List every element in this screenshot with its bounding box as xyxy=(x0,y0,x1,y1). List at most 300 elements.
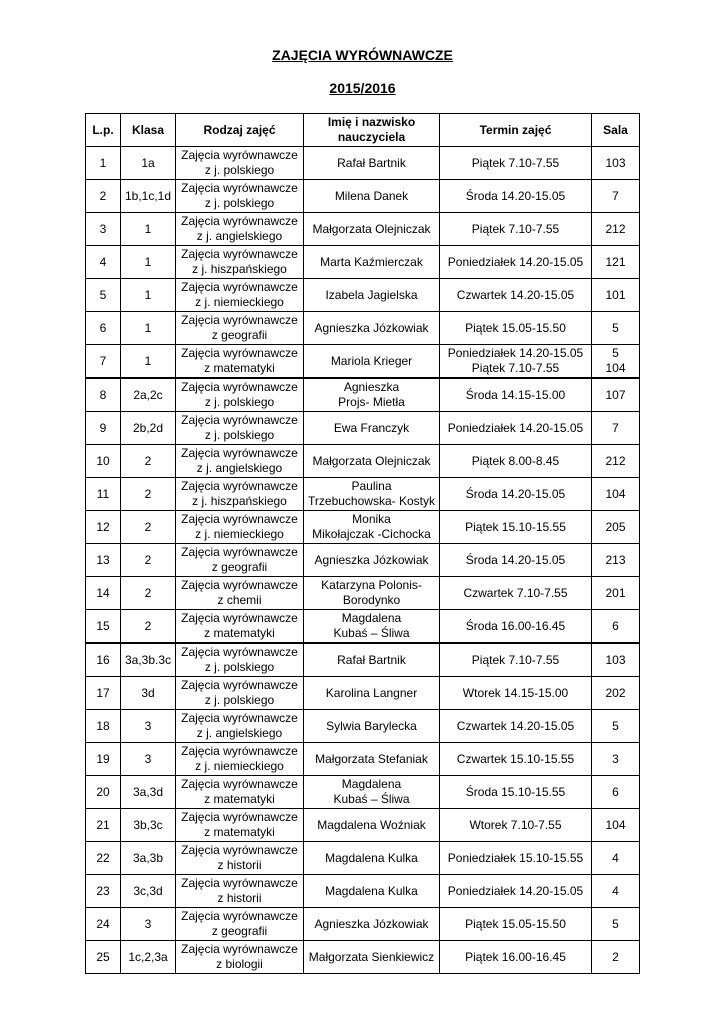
cell-nauczyciel xyxy=(304,478,440,511)
cell-nauczyciel xyxy=(304,743,440,776)
cell-nauczyciel-line: Ewa Franczyk xyxy=(333,420,410,435)
table-row xyxy=(86,544,640,577)
cell-nauczyciel xyxy=(304,412,440,445)
cell-nauczyciel xyxy=(304,941,440,974)
cell-rodzaj-line: Zajęcia wyrównawcze xyxy=(181,744,298,758)
cell-nauczyciel xyxy=(304,809,440,842)
cell-rodzaj xyxy=(176,147,304,180)
cell-nauczyciel-line: Małgorzata Stefaniak xyxy=(315,751,428,766)
cell-sala-line: 101 xyxy=(605,287,626,302)
cell-nauczyciel-line: Magdalena Kulka xyxy=(325,850,418,865)
cell-lp: 10 xyxy=(86,445,121,478)
table-row xyxy=(86,279,640,312)
cell-termin-line: Piątek 7.10-7.55 xyxy=(471,361,560,375)
cell-nauczyciel-line: Marta Kaźmierczak xyxy=(320,254,423,269)
cell-lp: 25 xyxy=(86,941,121,974)
cell-nauczyciel-line: Małgorzata Olejniczak xyxy=(312,221,431,236)
cell-rodzaj xyxy=(176,213,304,246)
cell-klasa: 2b,2d xyxy=(121,412,176,445)
table-row xyxy=(86,445,640,478)
cell-nauczyciel xyxy=(304,544,440,577)
cell-nauczyciel xyxy=(304,710,440,743)
cell-sala xyxy=(592,643,640,677)
cell-nauczyciel xyxy=(304,312,440,345)
header-lp: L.p. xyxy=(86,114,121,147)
cell-nauczyciel-line: Kubaś – Śliwa xyxy=(333,792,410,806)
table-row xyxy=(86,743,640,776)
cell-lp: 9 xyxy=(86,412,121,445)
cell-klasa: 3 xyxy=(121,908,176,941)
cell-sala-line: 104 xyxy=(605,486,626,501)
cell-termin xyxy=(440,147,592,180)
cell-termin-line: Piątek 16.00-16.45 xyxy=(465,949,566,964)
cell-lp: 23 xyxy=(86,875,121,908)
cell-sala xyxy=(592,478,640,511)
cell-sala xyxy=(592,213,640,246)
cell-termin xyxy=(440,180,592,213)
cell-sala-line: 2 xyxy=(612,949,619,964)
cell-termin xyxy=(440,842,592,875)
cell-sala-line: 6 xyxy=(612,618,619,633)
school-year: 2015/2016 xyxy=(329,80,396,96)
cell-termin-line: Środa 14.20-15.05 xyxy=(465,486,566,501)
cell-rodzaj-line: Zajęcia wyrównawcze xyxy=(181,413,298,427)
cell-sala-line: 5 xyxy=(612,916,619,931)
cell-termin-line: Piątek 15.05-15.50 xyxy=(465,916,566,931)
cell-sala xyxy=(592,941,640,974)
cell-rodzaj xyxy=(176,677,304,710)
cell-lp: 19 xyxy=(86,743,121,776)
cell-nauczyciel-line: Karolina Langner xyxy=(325,685,418,700)
cell-sala xyxy=(592,809,640,842)
cell-termin-line: Piątek 7.10-7.55 xyxy=(471,221,560,236)
cell-rodzaj-line: Zajęcia wyrównawcze xyxy=(181,446,298,460)
table-row xyxy=(86,378,640,412)
cell-termin xyxy=(440,610,592,644)
cell-nauczyciel-line: Katarzyna Polonis- xyxy=(321,578,422,592)
cell-termin xyxy=(440,577,592,610)
cell-termin xyxy=(440,412,592,445)
cell-lp: 24 xyxy=(86,908,121,941)
cell-rodzaj-line: Zajęcia wyrównawcze xyxy=(181,181,298,195)
cell-rodzaj-line: Zajęcia wyrównawcze xyxy=(181,843,298,857)
table-row xyxy=(86,511,640,544)
cell-sala xyxy=(592,412,640,445)
cell-rodzaj-line: z chemii xyxy=(217,593,262,607)
table-row xyxy=(86,345,640,379)
table-row xyxy=(86,246,640,279)
cell-sala-line: 104 xyxy=(605,361,626,375)
cell-termin-line: Piątek 7.10-7.55 xyxy=(471,652,560,667)
cell-rodzaj-line: Zajęcia wyrównawcze xyxy=(181,479,298,493)
cell-rodzaj xyxy=(176,941,304,974)
table-row xyxy=(86,875,640,908)
cell-rodzaj-line: Zajęcia wyrównawcze xyxy=(181,611,298,625)
cell-termin-line: Poniedziałek 14.20-15.05 xyxy=(447,254,584,269)
cell-sala xyxy=(592,445,640,478)
cell-sala-line: 205 xyxy=(605,519,626,534)
cell-nauczyciel-line: Mariola Krieger xyxy=(330,353,413,368)
cell-sala-line: 107 xyxy=(605,387,626,402)
cell-termin xyxy=(440,312,592,345)
cell-sala xyxy=(592,544,640,577)
cell-nauczyciel xyxy=(304,776,440,809)
cell-rodzaj-line: z j. niemieckiego xyxy=(195,759,284,773)
table-row xyxy=(86,180,640,213)
cell-klasa: 3 xyxy=(121,743,176,776)
cell-sala-line: 202 xyxy=(605,685,626,700)
table-row xyxy=(86,908,640,941)
cell-rodzaj xyxy=(176,610,304,644)
cell-rodzaj-line: Zajęcia wyrównawcze xyxy=(181,578,298,592)
cell-nauczyciel-line: Trzebuchowska- Kostyk xyxy=(308,494,435,508)
cell-nauczyciel-line: Magdalena xyxy=(341,611,402,625)
cell-lp: 11 xyxy=(86,478,121,511)
cell-termin xyxy=(440,511,592,544)
cell-nauczyciel xyxy=(304,213,440,246)
cell-klasa: 1 xyxy=(121,345,176,379)
cell-rodzaj-line: z j. polskiego xyxy=(204,163,275,177)
table-row xyxy=(86,809,640,842)
cell-rodzaj xyxy=(176,577,304,610)
cell-sala xyxy=(592,842,640,875)
header-sala: Sala xyxy=(592,114,640,147)
cell-nauczyciel-line: Paulina xyxy=(351,479,392,493)
cell-termin xyxy=(440,478,592,511)
cell-sala-line: 4 xyxy=(612,850,619,865)
cell-klasa: 2a,2c xyxy=(121,378,176,412)
table-row xyxy=(86,213,640,246)
cell-klasa: 3a,3b.3c xyxy=(121,643,176,677)
cell-lp: 8 xyxy=(86,378,121,412)
cell-termin-line: Wtorek 14.15-15.00 xyxy=(462,685,569,700)
cell-sala-line: 103 xyxy=(605,155,626,170)
cell-nauczyciel-line: Kubaś – Śliwa xyxy=(333,626,410,640)
header-row xyxy=(86,114,640,147)
cell-sala xyxy=(592,908,640,941)
cell-rodzaj-line: z j. polskiego xyxy=(204,693,275,707)
cell-termin xyxy=(440,743,592,776)
cell-sala xyxy=(592,246,640,279)
cell-lp: 15 xyxy=(86,610,121,644)
cell-sala xyxy=(592,610,640,644)
cell-termin-line: Wtorek 7.10-7.55 xyxy=(469,817,562,832)
cell-klasa: 1b,1c,1d xyxy=(121,180,176,213)
cell-rodzaj-line: z j. angielskiego xyxy=(196,229,283,243)
cell-termin-line: Poniedziałek 14.20-15.05 xyxy=(447,883,584,898)
table-row xyxy=(86,412,640,445)
header-klasa: Klasa xyxy=(121,114,176,147)
cell-termin xyxy=(440,544,592,577)
cell-nauczyciel xyxy=(304,875,440,908)
cell-klasa: 2 xyxy=(121,478,176,511)
cell-nauczyciel-line: Magdalena Woźniak xyxy=(317,817,426,832)
table-row xyxy=(86,312,640,345)
cell-sala-line: 201 xyxy=(605,585,626,600)
cell-termin-line: Piątek 7.10-7.55 xyxy=(471,155,560,170)
cell-rodzaj xyxy=(176,809,304,842)
cell-termin-line: Środa 14.20-15.05 xyxy=(465,188,566,203)
cell-termin-line: Środa 14.15-15.00 xyxy=(465,387,566,402)
header-rodzaj: Rodzaj zajęć xyxy=(176,114,304,147)
cell-termin xyxy=(440,445,592,478)
cell-lp: 18 xyxy=(86,710,121,743)
cell-lp: 22 xyxy=(86,842,121,875)
cell-rodzaj-line: Zajęcia wyrównawcze xyxy=(181,678,298,692)
cell-klasa: 1a xyxy=(121,147,176,180)
cell-sala-line: 7 xyxy=(612,420,619,435)
cell-lp: 17 xyxy=(86,677,121,710)
cell-rodzaj-line: Zajęcia wyrównawcze xyxy=(181,645,298,659)
cell-nauczyciel xyxy=(304,246,440,279)
cell-termin xyxy=(440,677,592,710)
cell-rodzaj-line: Zajęcia wyrównawcze xyxy=(181,909,298,923)
cell-termin xyxy=(440,213,592,246)
cell-klasa: 3 xyxy=(121,710,176,743)
cell-rodzaj-line: z j. hiszpańskiego xyxy=(192,494,287,508)
cell-nauczyciel-line: Izabela Jagielska xyxy=(325,287,418,302)
cell-rodzaj-line: Zajęcia wyrównawcze xyxy=(181,313,298,327)
cell-klasa: 2 xyxy=(121,445,176,478)
cell-termin xyxy=(440,643,592,677)
cell-klasa: 3d xyxy=(121,677,176,710)
table-row xyxy=(86,710,640,743)
cell-sala-line: 103 xyxy=(605,652,626,667)
cell-rodzaj xyxy=(176,312,304,345)
cell-rodzaj-line: Zajęcia wyrównawcze xyxy=(181,711,298,725)
cell-rodzaj xyxy=(176,511,304,544)
cell-termin-line: Środa 16.00-16.45 xyxy=(465,618,566,633)
cell-rodzaj-line: z geografii xyxy=(211,328,268,342)
cell-klasa: 1 xyxy=(121,279,176,312)
cell-klasa: 3a,3b xyxy=(121,842,176,875)
cell-lp: 20 xyxy=(86,776,121,809)
cell-rodzaj-line: z historii xyxy=(217,858,262,872)
cell-rodzaj-line: z j. niemieckiego xyxy=(195,295,284,309)
cell-nauczyciel-line: Małgorzata Olejniczak xyxy=(312,453,431,468)
cell-rodzaj-line: Zajęcia wyrównawcze xyxy=(181,876,298,890)
cell-termin-line: Piątek 8.00-8.45 xyxy=(471,453,560,468)
cell-nauczyciel-line: Sylwia Barylecka xyxy=(326,718,417,733)
cell-sala xyxy=(592,511,640,544)
cell-rodzaj xyxy=(176,908,304,941)
cell-termin-line: Czwartek 14.20-15.05 xyxy=(456,287,575,302)
cell-klasa: 2 xyxy=(121,544,176,577)
cell-termin-line: Piątek 15.10-15.55 xyxy=(465,519,566,534)
cell-klasa: 3b,3c xyxy=(121,809,176,842)
cell-sala-line: 104 xyxy=(605,817,626,832)
cell-nauczyciel-line: Agnieszka xyxy=(343,380,400,394)
cell-rodzaj xyxy=(176,842,304,875)
cell-lp: 13 xyxy=(86,544,121,577)
cell-sala-line: 6 xyxy=(612,784,619,799)
cell-rodzaj-line: Zajęcia wyrównawcze xyxy=(181,380,298,394)
cell-lp: 6 xyxy=(86,312,121,345)
cell-nauczyciel-line: Agnieszka Józkowiak xyxy=(314,916,429,931)
cell-termin-line: Poniedziałek 15.10-15.55 xyxy=(447,850,584,865)
cell-nauczyciel xyxy=(304,610,440,644)
cell-klasa: 1 xyxy=(121,312,176,345)
cell-lp: 5 xyxy=(86,279,121,312)
cell-rodzaj-line: z j. polskiego xyxy=(204,660,275,674)
cell-sala-line: 3 xyxy=(612,751,619,766)
cell-nauczyciel-line: Magdalena xyxy=(341,777,402,791)
cell-sala xyxy=(592,677,640,710)
cell-nauczyciel-line: Agnieszka Józkowiak xyxy=(314,552,429,567)
table-row xyxy=(86,643,640,677)
cell-rodzaj-line: z j. polskiego xyxy=(204,196,275,210)
table-row xyxy=(86,776,640,809)
cell-rodzaj-line: z biologii xyxy=(216,957,263,971)
cell-rodzaj-line: Zajęcia wyrównawcze xyxy=(181,148,298,162)
cell-sala xyxy=(592,743,640,776)
cell-rodzaj-line: Zajęcia wyrównawcze xyxy=(181,346,298,360)
cell-lp: 7 xyxy=(86,345,121,379)
header-nauczyciel-line: Imię i nazwisko xyxy=(327,115,416,129)
cell-sala-line: 7 xyxy=(612,188,619,203)
cell-rodzaj-line: Zajęcia wyrównawcze xyxy=(181,545,298,559)
cell-rodzaj-line: z matematyki xyxy=(204,626,275,640)
cell-lp: 3 xyxy=(86,213,121,246)
cell-termin xyxy=(440,345,592,379)
cell-rodzaj xyxy=(176,180,304,213)
cell-rodzaj-line: z j. hiszpańskiego xyxy=(192,262,287,276)
cell-rodzaj-line: z j. polskiego xyxy=(204,428,275,442)
cell-rodzaj-line: Zajęcia wyrównawcze xyxy=(181,214,298,228)
cell-rodzaj-line: Zajęcia wyrównawcze xyxy=(181,247,298,261)
cell-rodzaj xyxy=(176,710,304,743)
cell-sala xyxy=(592,710,640,743)
cell-lp: 21 xyxy=(86,809,121,842)
cell-rodzaj xyxy=(176,246,304,279)
cell-nauczyciel-line: Małgorzata Sienkiewicz xyxy=(308,949,435,964)
cell-klasa: 2 xyxy=(121,610,176,644)
cell-rodzaj-line: Zajęcia wyrównawcze xyxy=(181,942,298,956)
cell-sala-line: 213 xyxy=(605,552,626,567)
header-nauczyciel-line: nauczyciela xyxy=(337,130,406,144)
cell-nauczyciel-line: Agnieszka Józkowiak xyxy=(314,320,429,335)
cell-klasa: 1 xyxy=(121,246,176,279)
cell-rodzaj xyxy=(176,345,304,379)
cell-rodzaj xyxy=(176,776,304,809)
table-row xyxy=(86,577,640,610)
cell-rodzaj-line: z matematyki xyxy=(204,825,275,839)
header-nauczyciel xyxy=(304,114,440,147)
cell-nauczyciel xyxy=(304,445,440,478)
cell-nauczyciel-line: Borodynko xyxy=(342,593,401,607)
cell-klasa: 3a,3d xyxy=(121,776,176,809)
table-row xyxy=(86,147,640,180)
cell-termin-line: Czwartek 14.20-15.05 xyxy=(456,718,575,733)
schedule-table xyxy=(85,113,640,974)
cell-lp: 12 xyxy=(86,511,121,544)
table-row xyxy=(86,610,640,644)
cell-rodzaj-line: z j. polskiego xyxy=(204,395,275,409)
cell-sala xyxy=(592,279,640,312)
cell-sala xyxy=(592,875,640,908)
cell-rodzaj-line: z matematyki xyxy=(204,361,275,375)
cell-rodzaj-line: Zajęcia wyrównawcze xyxy=(181,777,298,791)
cell-lp: 1 xyxy=(86,147,121,180)
cell-nauczyciel-line: Mikołajczak -Cichocka xyxy=(312,527,431,541)
cell-sala xyxy=(592,312,640,345)
cell-sala xyxy=(592,378,640,412)
cell-rodzaj xyxy=(176,378,304,412)
cell-termin xyxy=(440,246,592,279)
cell-sala xyxy=(592,345,640,379)
cell-nauczyciel xyxy=(304,677,440,710)
cell-klasa: 2 xyxy=(121,511,176,544)
cell-sala-line: 5 xyxy=(612,718,619,733)
cell-sala-line: 212 xyxy=(605,453,626,468)
cell-rodzaj xyxy=(176,279,304,312)
cell-nauczyciel-line: Projs- Mietła xyxy=(338,395,405,409)
table-row xyxy=(86,842,640,875)
cell-rodzaj-line: z j. angielskiego xyxy=(196,726,283,740)
cell-sala-line: 5 xyxy=(612,320,619,335)
cell-termin-line: Środa 15.10-15.55 xyxy=(465,784,566,799)
cell-rodzaj-line: z historii xyxy=(217,891,262,905)
cell-sala-line: 212 xyxy=(605,221,626,236)
cell-termin xyxy=(440,378,592,412)
cell-lp: 16 xyxy=(86,643,121,677)
cell-termin xyxy=(440,279,592,312)
cell-lp: 2 xyxy=(86,180,121,213)
cell-nauczyciel xyxy=(304,147,440,180)
cell-rodzaj xyxy=(176,743,304,776)
cell-nauczyciel xyxy=(304,842,440,875)
cell-sala xyxy=(592,147,640,180)
table-row xyxy=(86,478,640,511)
cell-termin-line: Czwartek 15.10-15.55 xyxy=(456,751,575,766)
cell-klasa: 3c,3d xyxy=(121,875,176,908)
cell-termin xyxy=(440,710,592,743)
cell-nauczyciel xyxy=(304,345,440,379)
cell-klasa: 1 xyxy=(121,213,176,246)
cell-nauczyciel xyxy=(304,908,440,941)
cell-lp: 4 xyxy=(86,246,121,279)
cell-klasa: 2 xyxy=(121,577,176,610)
cell-nauczyciel-line: Rafał Bartnik xyxy=(337,652,406,667)
table-row xyxy=(86,941,640,974)
table-row xyxy=(86,677,640,710)
cell-nauczyciel-line: Rafał Bartnik xyxy=(337,155,406,170)
cell-termin xyxy=(440,809,592,842)
cell-sala-line: 4 xyxy=(612,883,619,898)
cell-rodzaj xyxy=(176,412,304,445)
cell-rodzaj xyxy=(176,643,304,677)
cell-termin xyxy=(440,776,592,809)
cell-sala xyxy=(592,180,640,213)
cell-nauczyciel xyxy=(304,511,440,544)
cell-termin xyxy=(440,875,592,908)
cell-termin-line: Czwartek 7.10-7.55 xyxy=(463,585,568,600)
header-termin: Termin zajęć xyxy=(440,114,592,147)
cell-termin-line: Środa 14.20-15.05 xyxy=(465,552,566,567)
cell-sala xyxy=(592,577,640,610)
cell-termin xyxy=(440,941,592,974)
cell-termin xyxy=(440,908,592,941)
cell-rodzaj xyxy=(176,875,304,908)
cell-sala-line: 5 xyxy=(612,346,619,360)
cell-nauczyciel-line: Milena Danek xyxy=(334,188,409,203)
cell-nauczyciel xyxy=(304,577,440,610)
cell-rodzaj-line: Zajęcia wyrównawcze xyxy=(181,512,298,526)
cell-sala xyxy=(592,776,640,809)
cell-rodzaj xyxy=(176,478,304,511)
cell-rodzaj-line: z geografii xyxy=(211,924,268,938)
cell-klasa: 1c,2,3a xyxy=(121,941,176,974)
